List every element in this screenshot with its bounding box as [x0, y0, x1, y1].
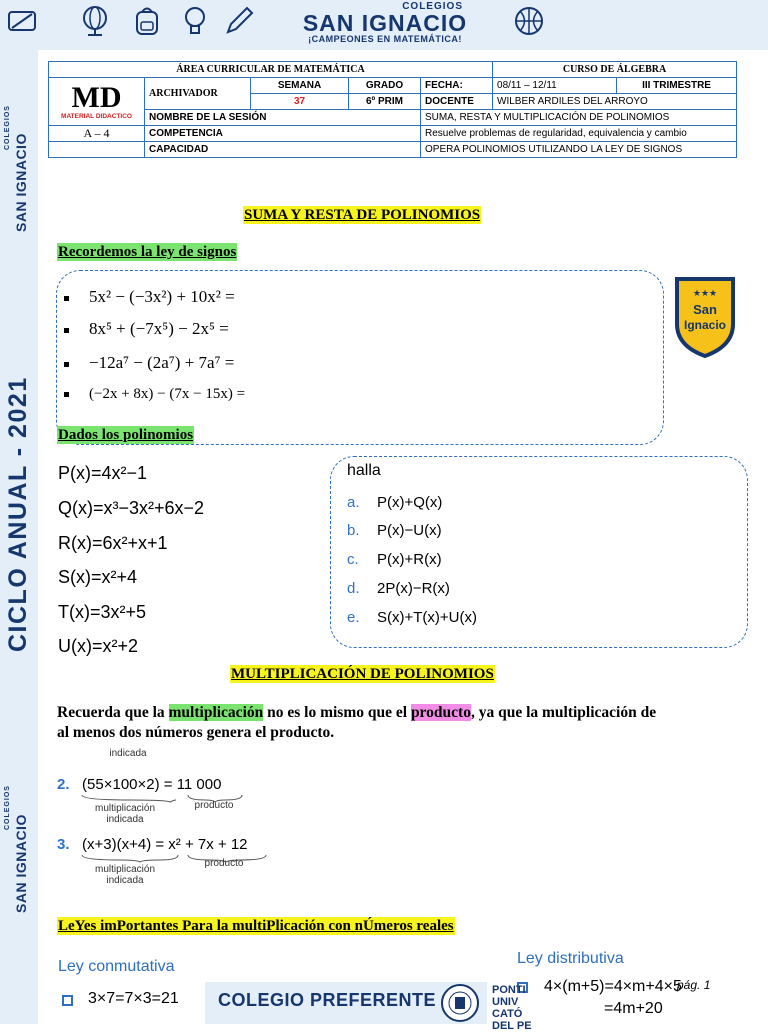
area-cell: ÁREA CURRICULAR DE MATEMÁTICA [49, 62, 493, 78]
polynomial-q: Q(x)=x³−3x²+6x−2 [58, 498, 205, 518]
bullet-icon [64, 392, 69, 397]
sidebar-ciclo-anual: CICLO ANUAL - 2021 [4, 376, 32, 652]
sign-exercise-4: (−2x + 8x) − (7x − 15x) = [64, 383, 245, 405]
empty-cell [49, 142, 145, 158]
brand-name: SAN IGNACIO [302, 10, 468, 36]
sign-exercise-2: 8x⁵ + (−7x⁵) − 2x⁵ = [64, 318, 229, 340]
capacidad-label: CAPACIDAD [145, 142, 421, 158]
semana-label: SEMANA [251, 78, 349, 94]
bullet-icon [64, 362, 69, 367]
leyes-heading: LeYes imPortantes Para la multiPlicación con nÚmeros reales [58, 918, 454, 934]
curso-cell: CURSO DE ÁLGEBRA [493, 62, 737, 78]
code-cell: A – 4 [49, 126, 145, 142]
halla-label: halla [347, 462, 381, 479]
lightbulb-icon [178, 4, 212, 38]
sidebar-san-ignacio-2: SAN IGNACIO [13, 814, 29, 913]
cut-text-indicada: indicada [109, 748, 147, 759]
polynomial-u: U(x)=x²+2 [58, 636, 139, 656]
footer-colegio-preferente: COLEGIO PREFERENTE [218, 990, 437, 1010]
sidebar-san-ignacio: SAN IGNACIO [13, 133, 29, 232]
competencia-value: Resuelve problemas de regularidad, equivalencia y cambio [421, 126, 737, 142]
halla-item-b: b. P(x)−U(x) [347, 522, 442, 539]
docente-label: DOCENTE [421, 94, 493, 110]
ley-distributiva-expr-1: 4×(m+5)=4×m+4×5 [544, 978, 682, 995]
school-brand [285, 2, 485, 44]
sesion-label: NOMBRE DE LA SESIÓN [145, 110, 421, 126]
example-3-note-left: multiplicación indicada [94, 864, 156, 886]
ley-conmutativa-expr: 3×7=7×3=21 [88, 990, 179, 1007]
svg-text:★★★: ★★★ [692, 288, 718, 298]
svg-text:San: San [693, 302, 717, 317]
capacidad-value: OPERA POLINOMIOS UTILIZANDO LA LEY DE SIGNOS [421, 142, 737, 158]
semana-value: 37 [251, 94, 349, 110]
grado-label: GRADO [349, 78, 421, 94]
pencil-icon [222, 4, 256, 38]
ley-distributiva-title: Ley distributiva [517, 950, 624, 967]
basketball-icon [512, 4, 546, 38]
halla-item-a: a. P(x)+Q(x) [347, 494, 443, 511]
sign-exercise-1: 5x² − (−3x²) + 10x² = [64, 286, 235, 308]
archivador-cell: ARCHIVADOR [145, 78, 251, 110]
md-cell [49, 78, 145, 126]
halla-item-c: c. P(x)+R(x) [347, 551, 442, 568]
ley-distributiva-expr-2: =4m+20 [604, 1000, 663, 1017]
example-3-note-right: producto [204, 858, 244, 869]
polynomial-t: T(x)=3x²+5 [58, 602, 147, 622]
page-number: pág. 1 [677, 978, 711, 992]
multiplication-paragraph: Recuerda que la multiplicación no es lo mismo que el producto, ya que la multiplicación de al menos dos números genera el producto. [57, 704, 657, 741]
sidebar-colegios-2: COLEGIOS [4, 785, 11, 830]
md-label: MD [71, 80, 122, 114]
fecha-value: 08/11 – 12/11 [493, 78, 617, 94]
brand-colegios: COLEGIOS [402, 1, 463, 12]
docente-value: WILBER ARDILES DEL ARROYO [493, 94, 737, 110]
backpack-icon [130, 4, 164, 38]
polynomial-s: S(x)=x²+4 [58, 567, 138, 587]
trimestre-cell: III TRIMESTRE [617, 78, 737, 94]
checkbox-icon [62, 995, 73, 1006]
dados-heading: Dados los polinomios [58, 427, 194, 443]
halla-item-e: e. S(x)+T(x)+U(x) [347, 609, 477, 626]
sesion-value: SUMA, RESTA Y MULTIPLICACIÓN DE POLINOMIOS [421, 110, 737, 126]
halla-item-d: d. 2P(x)−R(x) [347, 580, 450, 597]
highlight-multiplicacion: multiplicación [168, 704, 264, 721]
globe-icon [78, 4, 112, 38]
md-subtitle: MATERIAL DIDACTICO [61, 112, 132, 120]
pencil-ruler-icon [6, 4, 40, 38]
example-2: 2. (55×100×2) = 11 000 [57, 776, 222, 793]
fecha-label: FECHA: [421, 78, 493, 94]
example-2-note-right: producto [194, 800, 234, 811]
bullet-icon [64, 296, 69, 301]
university-name: PONTI UNIV CATÓ DEL PE [492, 984, 532, 1032]
sidebar-colegios: COLEGIOS [4, 105, 11, 150]
brand-slogan: ¡CAMPEONES EN MATEMÁTICA! [308, 34, 462, 44]
svg-text:Ignacio: Ignacio [683, 318, 727, 332]
polynomial-p: P(x)=4x²−1 [58, 463, 148, 483]
example-3: 3. (x+3)(x+4) = x² + 7x + 12 [57, 836, 248, 853]
university-seal-icon [440, 983, 480, 1023]
san-ignacio-shield-logo [674, 276, 736, 358]
recordemos-heading: Recordemos la ley de signos [58, 244, 237, 260]
info-table [48, 61, 737, 158]
bullet-icon [64, 328, 69, 333]
polynomial-r: R(x)=6x²+x+1 [58, 533, 168, 553]
title-suma-resta: SUMA Y RESTA DE POLINOMIOS [244, 207, 481, 223]
sign-exercise-3: −12a⁷ − (2a⁷) + 7a⁷ = [64, 352, 234, 374]
grado-value: 6º PRIM [349, 94, 421, 110]
example-2-note-left: multiplicación indicada [94, 803, 156, 825]
competencia-label: COMPETENCIA [145, 126, 421, 142]
highlight-producto: producto [410, 704, 471, 721]
title-multiplicacion: MULTIPLICACIÓN DE POLINOMIOS [231, 666, 494, 682]
ley-conmutativa-title: Ley conmutativa [58, 958, 175, 975]
